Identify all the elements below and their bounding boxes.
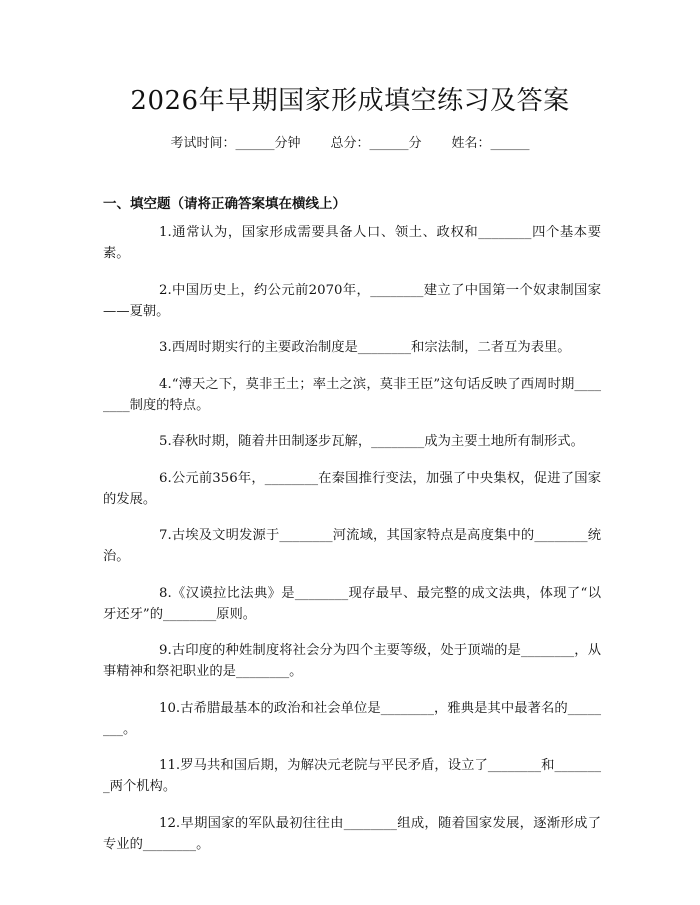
question-item xyxy=(103,640,601,682)
question-item xyxy=(103,583,601,625)
question-text: 古埃及文明发源于________河流域，其国家特点是高度集中的________统治。 xyxy=(103,528,601,564)
question-item xyxy=(103,813,601,855)
question-number: 5. xyxy=(159,434,172,449)
exam-info-line xyxy=(0,132,700,151)
question-item xyxy=(103,374,601,416)
question-text: “溥天之下，莫非王土；率土之滨，莫非王臣”这句话反映了西周时期________制度的特点。 xyxy=(103,376,601,413)
page-title: 2026年早期国家形成填空练习及答案 xyxy=(130,86,570,116)
score-label: 总分： xyxy=(330,136,370,151)
time-blank: ______ xyxy=(235,136,275,151)
score-unit: 分 xyxy=(408,136,422,151)
question-text: 早期国家的军队最初往往由________组成，随着国家发展，逐渐形成了专业的________。 xyxy=(103,815,601,852)
question-item xyxy=(103,222,601,264)
question-number: 9. xyxy=(159,643,172,658)
name-blank: ______ xyxy=(490,136,530,151)
question-text: 公元前356年，________在秦国推行变法，加强了中央集权，促进了国家的发展。 xyxy=(103,470,601,507)
question-text: 古印度的种姓制度将社会分为四个主要等级，处于顶端的是________，从事精神和祭祀职业的是________。 xyxy=(103,643,601,679)
question-item xyxy=(103,280,601,322)
question-number: 3. xyxy=(159,340,172,355)
question-item xyxy=(103,468,601,510)
section-heading: 一、填空题（请将正确答案填在横线上） xyxy=(103,196,346,212)
question-item xyxy=(103,525,601,567)
question-list xyxy=(103,222,601,870)
question-text: 通常认为，国家形成需要具备人口、领土、政权和________四个基本要素。 xyxy=(103,225,601,261)
question-text: 中国历史上，约公元前2070年，________建立了中国第一个奴隶制国家——夏朝。 xyxy=(103,282,601,319)
name-label: 姓名： xyxy=(451,136,491,151)
question-item xyxy=(103,698,601,740)
question-item xyxy=(103,755,601,797)
question-number: 7. xyxy=(159,528,172,543)
question-item xyxy=(103,337,601,358)
question-item xyxy=(103,431,601,452)
question-number: 11. xyxy=(159,758,181,773)
time-label: 考试时间： xyxy=(170,136,236,151)
question-number: 4. xyxy=(159,376,172,392)
question-number: 6. xyxy=(159,470,172,486)
question-text: 《汉谟拉比法典》是________现存最早、最完整的成文法典，体现了“以牙还牙”的________原则。 xyxy=(103,585,601,622)
question-text: 西周时期实行的主要政治制度是________和宗法制，二者互为表里。 xyxy=(171,340,571,355)
question-number: 1. xyxy=(159,225,172,240)
question-number: 10. xyxy=(159,700,181,716)
question-number: 2. xyxy=(159,282,172,298)
question-text: 春秋时期，随着井田制逐步瓦解，________成为主要土地所有制形式。 xyxy=(171,434,584,449)
question-number: 12. xyxy=(159,815,181,831)
question-number: 8. xyxy=(159,585,172,601)
time-unit: 分钟 xyxy=(274,136,301,151)
score-blank: ______ xyxy=(369,136,409,151)
question-text: 罗马共和国后期，为解决元老院与平民矛盾，设立了________和________两个机构。 xyxy=(103,758,601,794)
question-text: 古希腊最基本的政治和社会单位是________，雅典是其中最著名的________。 xyxy=(103,700,601,737)
